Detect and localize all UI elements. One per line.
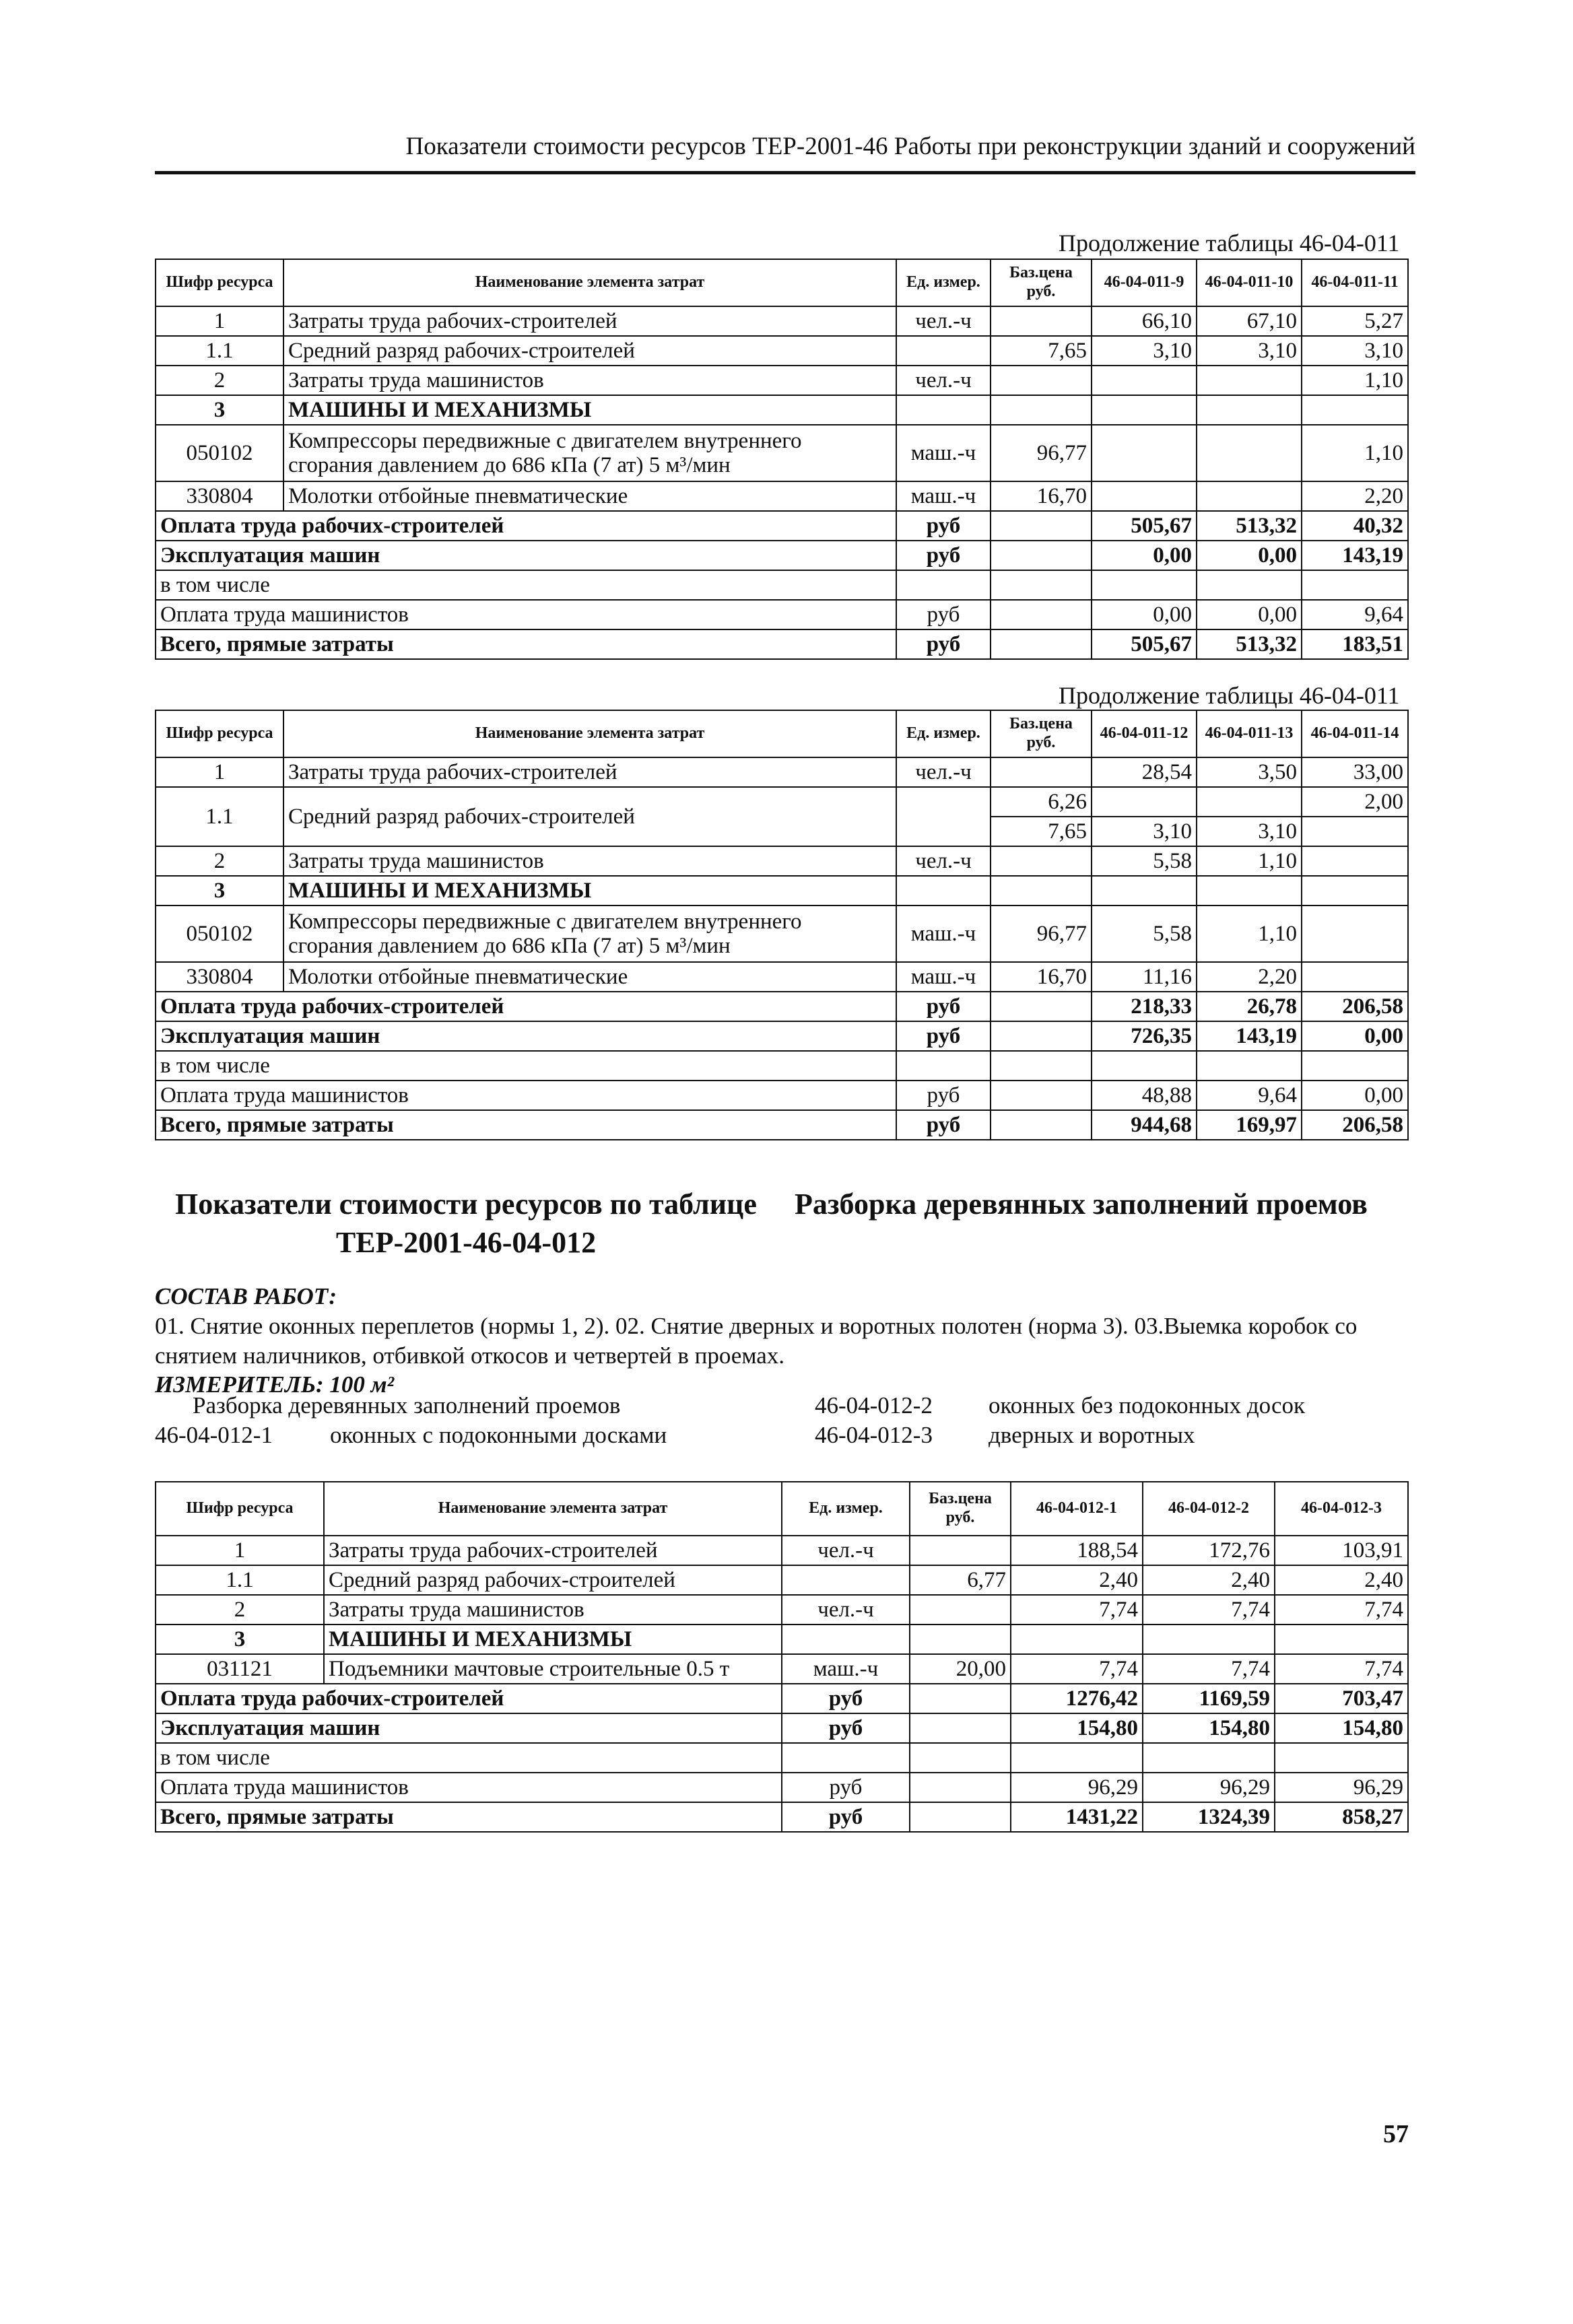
resource-name: МАШИНЫ И МЕХАНИЗМЫ <box>283 395 896 425</box>
empty-cell <box>1302 1051 1408 1081</box>
base-price <box>910 1595 1011 1625</box>
table1 <box>155 259 1409 660</box>
resource-name: Компрессоры передвижные с двигателем внутреннего сгорания давлением до 686 кПа (7 ат) 5 м³/мин <box>283 905 896 962</box>
value-cell: 3,10 <box>1302 336 1408 366</box>
value-cell: 218,33 <box>1092 992 1197 1021</box>
value-cell: 206,58 <box>1302 992 1408 1021</box>
empty-cell <box>910 1743 1011 1773</box>
resource-unit: чел.-ч <box>896 366 991 395</box>
value-cell: 183,51 <box>1302 629 1408 659</box>
resource-unit: маш.-ч <box>896 425 991 481</box>
variant-heading: Разборка деревянных заполнений проемов <box>193 1392 621 1419</box>
empty-cell <box>782 1743 910 1773</box>
composition-block <box>155 1282 1414 1400</box>
value-cell: 96,29 <box>1275 1773 1408 1802</box>
value-cell <box>1302 876 1408 905</box>
value-cell: 858,27 <box>1275 1802 1408 1832</box>
summary-unit: руб <box>896 992 991 1021</box>
base-price <box>991 366 1092 395</box>
summary-unit: руб <box>782 1802 910 1832</box>
value-cell: 3,10 <box>1092 817 1197 846</box>
measure-label: ИЗМЕРИТЕЛЬ: 100 м² <box>155 1371 395 1398</box>
summary-label: Всего, прямые затраты <box>156 1802 782 1832</box>
value-cell: 0,00 <box>1302 1081 1408 1110</box>
table-row <box>156 1536 1408 1565</box>
header-code: Шифр ресурса <box>156 710 283 757</box>
header-name: Наименование элемента затрат <box>283 710 896 757</box>
summary-label: Оплата труда машинистов <box>156 1773 782 1802</box>
resource-code: 2 <box>156 366 283 395</box>
value-cell: 7,74 <box>1275 1595 1408 1625</box>
value-cell: 2,40 <box>1143 1565 1275 1595</box>
value-cell: 66,10 <box>1092 306 1197 336</box>
base-price: 20,00 <box>910 1654 1011 1684</box>
base-price: 7,65 <box>991 817 1092 846</box>
summary-label: Эксплуатация машин <box>156 541 896 570</box>
table-row <box>156 962 1408 992</box>
section-title-left <box>170 1185 762 1262</box>
summary-unit: руб <box>782 1713 910 1743</box>
summary-row <box>156 600 1408 629</box>
header-col-10: 46-04-011-10 <box>1197 259 1302 306</box>
table2 <box>155 710 1409 1140</box>
empty-cell <box>991 600 1092 629</box>
table-row <box>156 846 1408 876</box>
empty-cell <box>1011 1743 1143 1773</box>
value-cell: 206,58 <box>1302 1110 1408 1140</box>
resource-name: Затраты труда машинистов <box>283 846 896 876</box>
variant-text: оконных с подоконными досками <box>330 1422 667 1448</box>
resource-name: Затраты труда машинистов <box>324 1595 782 1625</box>
empty-cell <box>1197 570 1302 600</box>
variant-text: дверных и воротных <box>989 1422 1195 1448</box>
resource-unit <box>782 1565 910 1595</box>
header-col-12: 46-04-011-12 <box>1092 710 1197 757</box>
value-cell <box>1092 876 1197 905</box>
empty-cell <box>991 570 1092 600</box>
header-col-14: 46-04-011-14 <box>1302 710 1408 757</box>
header-name: Наименование элемента затрат <box>283 259 896 306</box>
variant-code: 46-04-012-1 <box>155 1422 273 1448</box>
value-cell: 154,80 <box>1275 1713 1408 1743</box>
base-price <box>991 757 1092 787</box>
summary-label: Оплата труда машинистов <box>156 1081 896 1110</box>
resource-code: 1 <box>156 1536 324 1565</box>
summary-unit: руб <box>896 600 991 629</box>
section-title-line-1: Показатели стоимости ресурсов по таблице <box>175 1188 757 1221</box>
resource-unit <box>782 1625 910 1654</box>
value-cell: 1,10 <box>1302 425 1408 481</box>
value-cell: 0,00 <box>1092 600 1197 629</box>
base-price: 16,70 <box>991 962 1092 992</box>
summary-row <box>156 570 1408 600</box>
table-row <box>156 425 1408 481</box>
value-cell: 48,88 <box>1092 1081 1197 1110</box>
page-number: 57 <box>1383 2120 1409 2148</box>
resource-name: Средний разряд рабочих-строителей <box>283 787 896 846</box>
value-cell: 188,54 <box>1011 1536 1143 1565</box>
empty-cell <box>896 1051 991 1081</box>
header-col-13: 46-04-011-13 <box>1197 710 1302 757</box>
value-cell: 0,00 <box>1302 1021 1408 1051</box>
table-row <box>156 336 1408 366</box>
value-cell <box>1197 876 1302 905</box>
summary-row <box>156 992 1408 1021</box>
empty-cell <box>991 629 1092 659</box>
base-price: 16,70 <box>991 481 1092 511</box>
resource-code: 3 <box>156 876 283 905</box>
table-row <box>156 366 1408 395</box>
value-cell: 33,00 <box>1302 757 1408 787</box>
running-header <box>155 132 1415 179</box>
resource-code: 330804 <box>156 962 283 992</box>
value-cell: 2,00 <box>1302 787 1408 817</box>
value-cell: 143,19 <box>1197 1021 1302 1051</box>
value-cell: 505,67 <box>1092 511 1197 541</box>
empty-cell <box>991 1110 1092 1140</box>
summary-row <box>156 541 1408 570</box>
summary-unit: руб <box>782 1684 910 1713</box>
value-cell: 143,19 <box>1302 541 1408 570</box>
header-unit: Ед. измер. <box>896 710 991 757</box>
value-cell: 0,00 <box>1092 541 1197 570</box>
resource-code: 330804 <box>156 481 283 511</box>
resource-name: Затраты труда рабочих-строителей <box>324 1536 782 1565</box>
base-price: 7,65 <box>991 336 1092 366</box>
value-cell: 103,91 <box>1275 1536 1408 1565</box>
resource-code: 050102 <box>156 905 283 962</box>
table3 <box>155 1481 1409 1833</box>
base-price: 96,77 <box>991 905 1092 962</box>
resource-name: Затраты труда рабочих-строителей <box>283 757 896 787</box>
value-cell: 5,27 <box>1302 306 1408 336</box>
empty-cell <box>991 1051 1092 1081</box>
resource-name: МАШИНЫ И МЕХАНИЗМЫ <box>324 1625 782 1654</box>
resource-unit: маш.-ч <box>896 481 991 511</box>
header-name: Наименование элемента затрат <box>324 1482 782 1536</box>
value-cell: 726,35 <box>1092 1021 1197 1051</box>
value-cell <box>1197 395 1302 425</box>
base-price <box>910 1625 1011 1654</box>
summary-unit: руб <box>896 629 991 659</box>
value-cell: 513,32 <box>1197 511 1302 541</box>
value-cell: 703,47 <box>1275 1684 1408 1713</box>
composition-text: 01. Снятие оконных переплетов (нормы 1, 2). 02. Снятие дверных и воротных полотен (норма 3). 03.Выемка коробок со снятием наличников, отбивкой откосов и четвертей в проемах. <box>155 1312 1358 1369</box>
value-cell: 513,32 <box>1197 629 1302 659</box>
empty-cell <box>910 1802 1011 1832</box>
summary-unit: руб <box>896 511 991 541</box>
resource-unit: маш.-ч <box>896 962 991 992</box>
resource-code: 2 <box>156 1595 324 1625</box>
base-price: 6,77 <box>910 1565 1011 1595</box>
value-cell: 26,78 <box>1197 992 1302 1021</box>
resource-name: Затраты труда рабочих-строителей <box>283 306 896 336</box>
base-price <box>991 395 1092 425</box>
value-cell: 11,16 <box>1092 962 1197 992</box>
value-cell: 28,54 <box>1092 757 1197 787</box>
resource-name: Затраты труда машинистов <box>283 366 896 395</box>
value-cell: 1324,39 <box>1143 1802 1275 1832</box>
empty-cell <box>991 541 1092 570</box>
variant-code: 46-04-012-3 <box>815 1422 933 1448</box>
value-cell: 96,29 <box>1011 1773 1143 1802</box>
resource-unit <box>896 336 991 366</box>
value-cell: 944,68 <box>1092 1110 1197 1140</box>
header-price: Баз.цена руб. <box>991 259 1092 306</box>
header-price: Баз.цена руб. <box>910 1482 1011 1536</box>
value-cell: 0,00 <box>1197 541 1302 570</box>
section-title-line-2: ТЕР-2001-46-04-012 <box>335 1226 597 1260</box>
summary-unit: руб <box>896 1110 991 1140</box>
value-cell: 96,29 <box>1143 1773 1275 1802</box>
value-cell <box>1302 817 1408 846</box>
base-price <box>991 876 1092 905</box>
summary-row <box>156 1743 1408 1773</box>
summary-label: Эксплуатация машин <box>156 1021 896 1051</box>
summary-label: Всего, прямые затраты <box>156 1110 896 1140</box>
value-cell <box>1092 366 1197 395</box>
value-cell <box>1302 905 1408 962</box>
summary-label: в том числе <box>156 1051 896 1081</box>
summary-row <box>156 1684 1408 1713</box>
value-cell: 7,74 <box>1011 1595 1143 1625</box>
value-cell: 2,20 <box>1197 962 1302 992</box>
summary-row <box>156 1021 1408 1051</box>
base-price <box>910 1536 1011 1565</box>
value-cell: 1,10 <box>1197 846 1302 876</box>
value-cell: 3,10 <box>1197 817 1302 846</box>
table-row <box>156 787 1408 817</box>
value-cell: 7,74 <box>1275 1654 1408 1684</box>
value-cell <box>1092 481 1197 511</box>
empty-cell <box>896 570 991 600</box>
summary-unit: руб <box>896 1081 991 1110</box>
value-cell: 9,64 <box>1302 600 1408 629</box>
value-cell: 7,74 <box>1143 1595 1275 1625</box>
value-cell <box>1197 425 1302 481</box>
composition-label: СОСТАВ РАБОТ: <box>155 1283 337 1309</box>
value-cell: 5,58 <box>1092 905 1197 962</box>
header-col-2: 46-04-012-2 <box>1143 1482 1275 1536</box>
value-cell: 40,32 <box>1302 511 1408 541</box>
summary-label: Всего, прямые затраты <box>156 629 896 659</box>
summary-unit: руб <box>782 1773 910 1802</box>
empty-cell <box>991 1081 1092 1110</box>
value-cell: 2,20 <box>1302 481 1408 511</box>
table-row <box>156 481 1408 511</box>
summary-unit: руб <box>896 541 991 570</box>
resource-name: Молотки отбойные пневматические <box>283 481 896 511</box>
variant-text: оконных без подоконных досок <box>989 1392 1306 1419</box>
value-cell <box>1092 787 1197 817</box>
header-col-11: 46-04-011-11 <box>1302 259 1408 306</box>
resource-unit: чел.-ч <box>782 1536 910 1565</box>
header-col-1: 46-04-012-1 <box>1011 1482 1143 1536</box>
base-price: 6,26 <box>991 787 1092 817</box>
summary-row <box>156 1713 1408 1743</box>
resource-unit: чел.-ч <box>782 1595 910 1625</box>
value-cell: 9,64 <box>1197 1081 1302 1110</box>
table-row <box>156 757 1408 787</box>
value-cell: 3,10 <box>1092 336 1197 366</box>
resource-name: Подъемники мачтовые строительные 0.5 т <box>324 1654 782 1684</box>
resource-name: Молотки отбойные пневматические <box>283 962 896 992</box>
value-cell <box>1302 846 1408 876</box>
header-col-3: 46-04-012-3 <box>1275 1482 1408 1536</box>
empty-cell <box>910 1773 1011 1802</box>
value-cell <box>1302 395 1408 425</box>
value-cell: 505,67 <box>1092 629 1197 659</box>
value-cell: 7,74 <box>1143 1654 1275 1684</box>
value-cell: 154,80 <box>1011 1713 1143 1743</box>
header-unit: Ед. измер. <box>782 1482 910 1536</box>
empty-cell <box>1092 1051 1197 1081</box>
resource-code: 1 <box>156 757 283 787</box>
value-cell: 169,97 <box>1197 1110 1302 1140</box>
value-cell: 2,40 <box>1275 1565 1408 1595</box>
section-title-right: Разборка деревянных заполнений проемов <box>795 1188 1368 1221</box>
value-cell: 67,10 <box>1197 306 1302 336</box>
summary-row <box>156 1051 1408 1081</box>
resource-name: Компрессоры передвижные с двигателем внутреннего сгорания давлением до 686 кПа (7 ат) 5 м³/мин <box>283 425 896 481</box>
summary-unit: руб <box>896 1021 991 1051</box>
summary-label: Оплата труда рабочих-строителей <box>156 992 896 1021</box>
value-cell: 5,58 <box>1092 846 1197 876</box>
empty-cell <box>991 511 1092 541</box>
resource-unit: маш.-ч <box>782 1654 910 1684</box>
resource-code: 3 <box>156 1625 324 1654</box>
value-cell: 1431,22 <box>1011 1802 1143 1832</box>
header-col-9: 46-04-011-9 <box>1092 259 1197 306</box>
header-unit: Ед. измер. <box>896 259 991 306</box>
empty-cell <box>1092 570 1197 600</box>
empty-cell <box>910 1713 1011 1743</box>
summary-row <box>156 1110 1408 1140</box>
table-row <box>156 1565 1408 1595</box>
summary-label: в том числе <box>156 570 896 600</box>
table-row <box>156 905 1408 962</box>
resource-code: 1 <box>156 306 283 336</box>
summary-row <box>156 511 1408 541</box>
resource-unit: маш.-ч <box>896 905 991 962</box>
resource-unit: чел.-ч <box>896 306 991 336</box>
empty-cell <box>1275 1743 1408 1773</box>
resource-code: 1.1 <box>156 1565 324 1595</box>
summary-row <box>156 1773 1408 1802</box>
table2-continuation-label: Продолжение таблицы 46-04-011 <box>1059 682 1400 709</box>
table-row <box>156 1654 1408 1684</box>
resource-code: 031121 <box>156 1654 324 1684</box>
empty-cell <box>1302 570 1408 600</box>
base-price <box>991 306 1092 336</box>
header-code: Шифр ресурса <box>156 259 283 306</box>
value-cell <box>1275 1625 1408 1654</box>
empty-cell <box>991 992 1092 1021</box>
resource-name: МАШИНЫ И МЕХАНИЗМЫ <box>283 876 896 905</box>
value-cell: 7,74 <box>1011 1654 1143 1684</box>
table-row <box>156 1595 1408 1625</box>
base-price <box>991 846 1092 876</box>
value-cell <box>1092 395 1197 425</box>
value-cell <box>1197 366 1302 395</box>
resource-name: Средний разряд рабочих-строителей <box>283 336 896 366</box>
summary-label: Оплата труда машинистов <box>156 600 896 629</box>
empty-cell <box>1143 1743 1275 1773</box>
resource-code: 050102 <box>156 425 283 481</box>
header-rule <box>155 171 1415 174</box>
summary-row <box>156 1802 1408 1832</box>
table-row <box>156 876 1408 905</box>
value-cell: 1,10 <box>1302 366 1408 395</box>
resource-code: 1.1 <box>156 787 283 846</box>
table-row <box>156 306 1408 336</box>
value-cell <box>1302 962 1408 992</box>
summary-label: Оплата труда рабочих-строителей <box>156 511 896 541</box>
empty-cell <box>910 1684 1011 1713</box>
value-cell <box>1011 1625 1143 1654</box>
base-price: 96,77 <box>991 425 1092 481</box>
value-cell <box>1092 425 1197 481</box>
value-cell: 154,80 <box>1143 1713 1275 1743</box>
summary-row <box>156 1081 1408 1110</box>
empty-cell <box>991 1021 1092 1051</box>
summary-row <box>156 629 1408 659</box>
summary-label: в том числе <box>156 1743 782 1773</box>
value-cell <box>1197 787 1302 817</box>
table-row <box>156 395 1408 425</box>
header-code: Шифр ресурса <box>156 1482 324 1536</box>
value-cell: 172,76 <box>1143 1536 1275 1565</box>
empty-cell <box>1197 1051 1302 1081</box>
resource-code: 1.1 <box>156 336 283 366</box>
value-cell: 1276,42 <box>1011 1684 1143 1713</box>
resource-code: 2 <box>156 846 283 876</box>
resource-unit: чел.-ч <box>896 757 991 787</box>
resource-unit <box>896 395 991 425</box>
resource-unit <box>896 876 991 905</box>
variant-code: 46-04-012-2 <box>815 1392 933 1419</box>
value-cell: 3,10 <box>1197 336 1302 366</box>
resource-name: Средний разряд рабочих-строителей <box>324 1565 782 1595</box>
value-cell: 1169,59 <box>1143 1684 1275 1713</box>
summary-label: Оплата труда рабочих-строителей <box>156 1684 782 1713</box>
value-cell <box>1143 1625 1275 1654</box>
running-header-text: Показатели стоимости ресурсов ТЕР-2001-46 Работы при реконструкции зданий и сооружений <box>405 133 1415 160</box>
header-price: Баз.цена руб. <box>991 710 1092 757</box>
value-cell: 0,00 <box>1197 600 1302 629</box>
value-cell <box>1197 481 1302 511</box>
table1-continuation-label: Продолжение таблицы 46-04-011 <box>1059 230 1400 257</box>
resource-code: 3 <box>156 395 283 425</box>
value-cell: 3,50 <box>1197 757 1302 787</box>
value-cell: 1,10 <box>1197 905 1302 962</box>
summary-label: Эксплуатация машин <box>156 1713 782 1743</box>
value-cell: 2,40 <box>1011 1565 1143 1595</box>
resource-unit: чел.-ч <box>896 846 991 876</box>
resource-unit <box>896 787 991 846</box>
table-row <box>156 1625 1408 1654</box>
